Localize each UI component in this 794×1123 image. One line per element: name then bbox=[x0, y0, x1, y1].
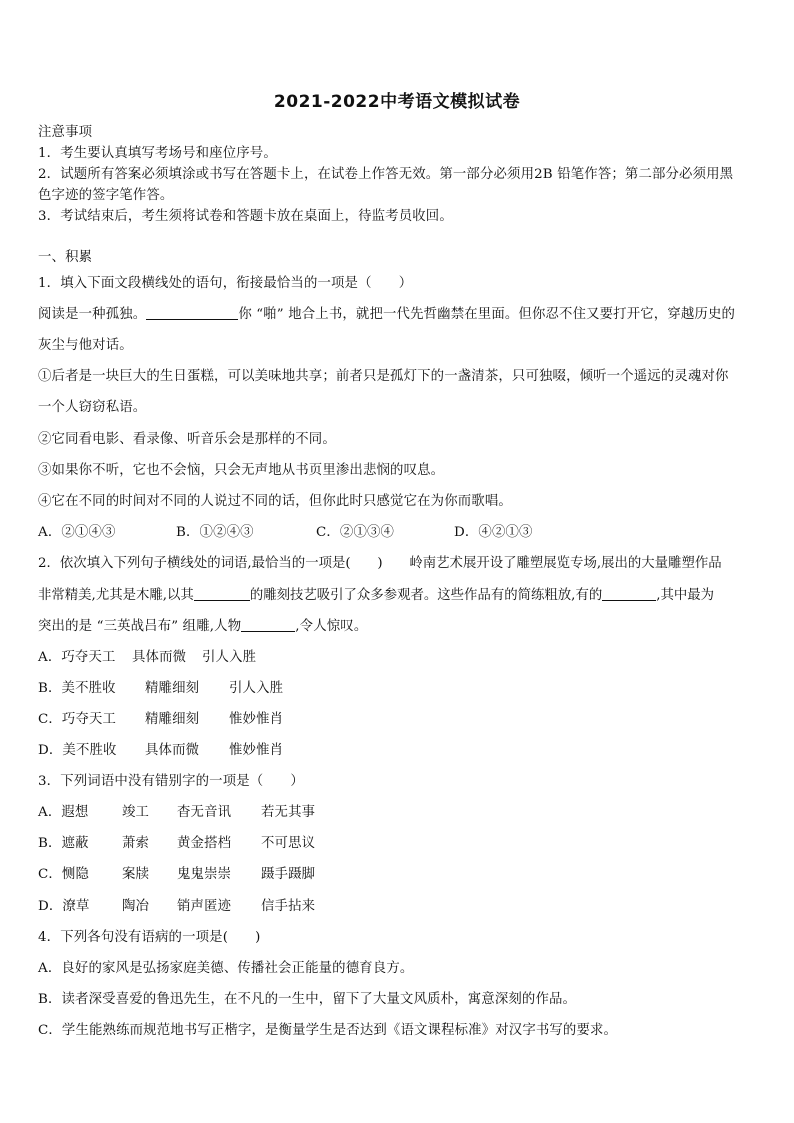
q2-option-b[interactable] bbox=[38, 677, 283, 696]
notice-item: 色字迹的签字笔作答。 bbox=[38, 188, 174, 203]
q4-stem: 4．下列各句没有语病的一项是( ) bbox=[38, 930, 261, 945]
answer-blank bbox=[194, 588, 250, 601]
answer-blank bbox=[241, 619, 295, 632]
q4-option-a[interactable]: A．良好的家风是弘扬家庭美德、传播社会正能量的德育良方。 bbox=[38, 961, 414, 976]
q3-option-c[interactable] bbox=[38, 863, 315, 882]
answer-blank bbox=[146, 307, 238, 320]
option-word: 竣工 bbox=[122, 805, 150, 820]
option-word: 惟妙惟肖 bbox=[229, 712, 284, 727]
option-word: 销声匿迹 bbox=[177, 899, 232, 914]
option-word: 黄金搭档 bbox=[177, 836, 232, 851]
q1-passage-line: 灰尘与他对话。 bbox=[38, 338, 133, 353]
option-word: 鬼鬼崇崇 bbox=[177, 867, 232, 882]
q1-passage-after: 你 “啪” 地合上书，就把一代先哲幽禁在里面。但你忍不住又要打开它，穿越历史的 bbox=[238, 307, 736, 322]
q3-option-b[interactable] bbox=[38, 832, 315, 851]
option-word: C．恻隐 bbox=[38, 867, 90, 882]
q3-option-d[interactable] bbox=[38, 895, 315, 914]
q1-passage-before: 阅读是一种孤独。 bbox=[38, 307, 147, 322]
option-word: 具体而微 bbox=[145, 743, 200, 758]
option-word: B．美不胜收 bbox=[38, 681, 116, 696]
option-word: A．遐想 bbox=[38, 805, 89, 820]
page-title: 2021-2022中考语文模拟试卷 bbox=[273, 92, 521, 112]
option-word: 具体而微 bbox=[132, 650, 187, 665]
q2-line bbox=[38, 584, 714, 603]
q1-sentence: ②它同看电影、看录像、听音乐会是那样的不同。 bbox=[38, 432, 336, 447]
option-word: D．美不胜收 bbox=[38, 743, 117, 758]
q2-text: 突出的是 “三英战吕布” 组雕,人物 bbox=[38, 619, 242, 634]
q1-option-a[interactable]: A．②①④③ bbox=[38, 525, 116, 540]
q2-text: ,令人惊叹。 bbox=[295, 619, 368, 634]
q1-passage-line bbox=[38, 303, 735, 322]
option-word: 案牍 bbox=[122, 867, 150, 882]
q2-option-c[interactable] bbox=[38, 708, 283, 727]
option-word: 陶冶 bbox=[122, 899, 150, 914]
option-word: C．巧夺天工 bbox=[38, 712, 117, 727]
option-word: 精雕细刻 bbox=[145, 712, 200, 727]
q1-sentence: 一个人窃窃私语。 bbox=[38, 400, 147, 415]
notice-item: 2．试题所有答案必须填涂或书写在答题卡上，在试卷上作答无效。第一部分必须用2B 铅笔作答；第二部分必须用黑 bbox=[38, 167, 734, 182]
option-word: 杳无音讯 bbox=[177, 805, 232, 820]
option-word: D．潦草 bbox=[38, 899, 90, 914]
q3-stem: 3．下列词语中没有错别字的一项是（ ） bbox=[38, 774, 304, 789]
q1-options bbox=[38, 521, 533, 540]
option-word: 信手拈来 bbox=[261, 899, 316, 914]
option-word: 引人入胜 bbox=[202, 650, 257, 665]
section-heading: 一、积累 bbox=[38, 250, 93, 265]
q1-sentence: ④它在不同的时间对不同的人说过不同的话，但你此时只感觉它在为你而歌唱。 bbox=[38, 494, 512, 509]
notice-item: 1．考生要认真填写考场号和座位序号。 bbox=[38, 146, 277, 161]
q2-text: 非常精美,尤其是木雕,以其 bbox=[38, 588, 194, 603]
option-word: 萧索 bbox=[122, 836, 150, 851]
q2-text: ,其中最为 bbox=[656, 588, 715, 603]
option-word: 引人入胜 bbox=[229, 681, 284, 696]
option-word: 精雕细刻 bbox=[145, 681, 200, 696]
q1-option-d[interactable]: D．④②①③ bbox=[454, 525, 533, 540]
q4-option-c[interactable]: C．学生能熟练而规范地书写正楷字，是衡量学生是否达到《语文课程标准》对汉字书写的要求。 bbox=[38, 1023, 618, 1038]
q1-option-b[interactable]: B．①②④③ bbox=[176, 525, 254, 540]
answer-blank bbox=[602, 588, 656, 601]
q1-sentence: ③如果你不听，它也不会恼，只会无声地从书页里渗出悲悯的叹息。 bbox=[38, 463, 445, 478]
q2-line bbox=[38, 615, 367, 634]
option-word: A．巧夺天工 bbox=[38, 650, 116, 665]
q1-sentence: ①后者是一块巨大的生日蛋糕，可以美味地共享；前者只是孤灯下的一盏清茶，只可独啜，倾听一个遥远的灵魂对你 bbox=[38, 369, 729, 384]
notice-item: 3．考试结束后，考生须将试卷和答题卡放在桌面上，待监考员收回。 bbox=[38, 209, 453, 224]
option-word: 不可思议 bbox=[261, 836, 316, 851]
q1-stem: 1．填入下面文段横线处的语句，衔接最恰当的一项是（ ） bbox=[38, 276, 413, 291]
notice-heading: 注意事项 bbox=[38, 125, 93, 140]
q4-option-b[interactable]: B．读者深受喜爱的鲁迅先生，在不凡的一生中，留下了大量文风质朴，寓意深刻的作品。 bbox=[38, 992, 577, 1007]
option-word: 蹑手蹑脚 bbox=[261, 867, 316, 882]
q2-option-d[interactable] bbox=[38, 739, 283, 758]
option-word: 惟妙惟肖 bbox=[229, 743, 284, 758]
option-word: 若无其事 bbox=[261, 805, 316, 820]
q2-line: 2．依次填入下列句子横线处的词语,最恰当的一项是( ) 岭南艺术展开设了雕塑展览专场,展出的大量雕塑作品 bbox=[38, 556, 722, 571]
q2-option-a[interactable] bbox=[38, 646, 256, 665]
q1-option-c[interactable]: C．②①③④ bbox=[316, 525, 395, 540]
q2-text: 的雕刻技艺吸引了众多参观者。这些作品有的简练粗放,有的 bbox=[249, 588, 603, 603]
q3-option-a[interactable] bbox=[38, 801, 315, 820]
option-word: B．遮蔽 bbox=[38, 836, 89, 851]
